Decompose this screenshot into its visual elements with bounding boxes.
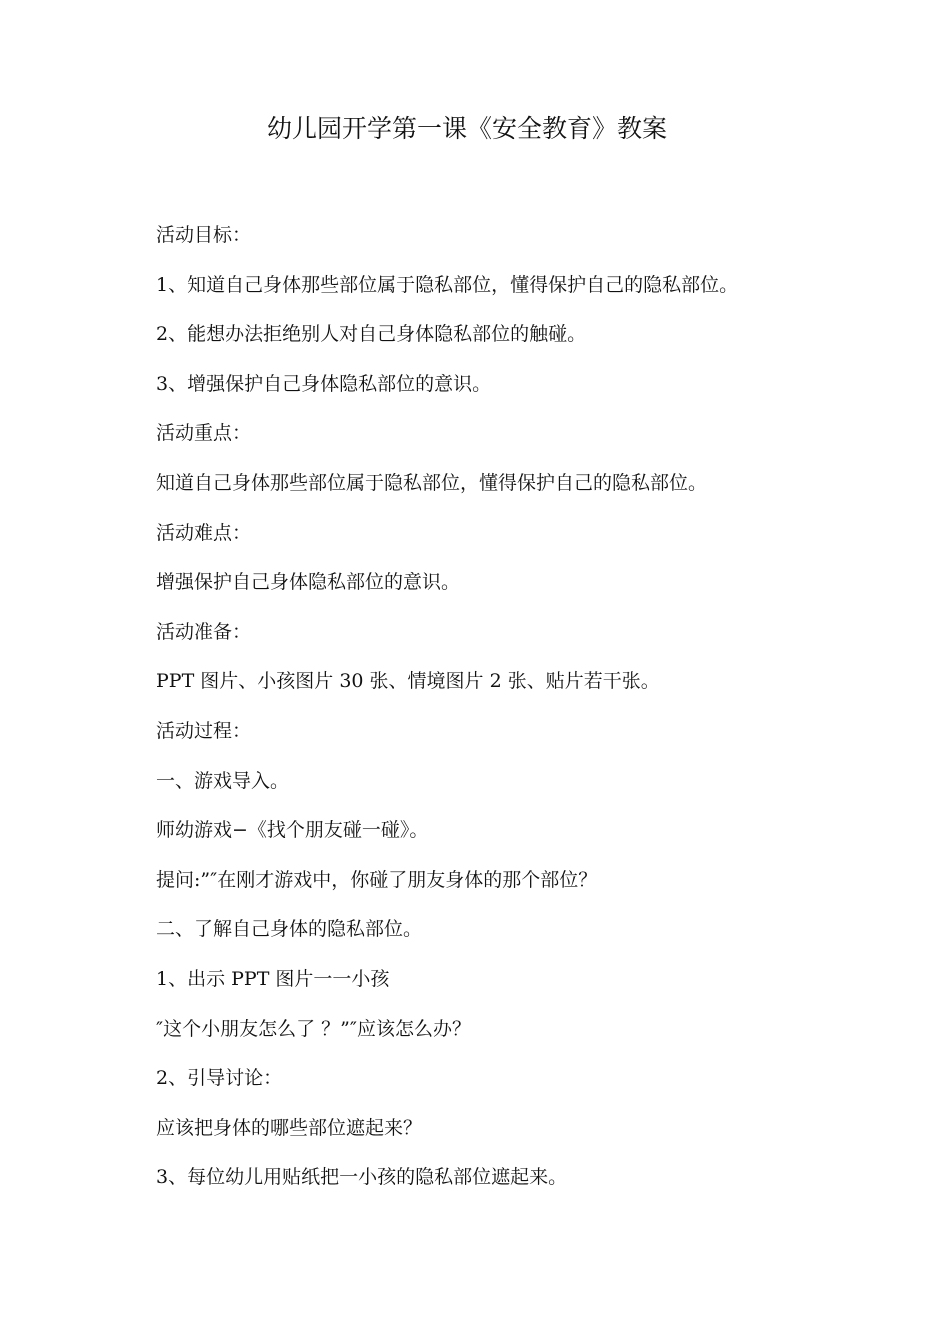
paragraph-line: 提问:”″在刚才游戏中，你碰了朋友身体的那个部位？ bbox=[156, 868, 598, 891]
paragraph-line: 2、引导讨论： bbox=[156, 1067, 283, 1090]
paragraph-line: ″这个小朋友怎么了 ？”″应该怎么办？ bbox=[156, 1017, 471, 1040]
section-heading-preparation: 活动准备： bbox=[156, 620, 252, 643]
paragraph-line: 一、游戏导入。 bbox=[156, 769, 290, 792]
paragraph-line: 师幼游戏−《找个朋友碰一碰》。 bbox=[156, 819, 429, 842]
section-heading-key-points: 活动重点： bbox=[156, 422, 252, 445]
paragraph-line: 1、出示 PPT 图片一一小孩 bbox=[156, 967, 390, 990]
document-title: 幼儿园开学第一课《安全教育》教案 bbox=[266, 114, 667, 143]
paragraph-line: 2、能想办法拒绝别人对自己身体隐私部位的触碰。 bbox=[156, 323, 587, 346]
paragraph-line: 二、了解自己身体的隐私部位。 bbox=[156, 918, 423, 941]
paragraph-line: PPT 图片、小孩图片 30 张、情境图片 2 张、贴片若干张。 bbox=[156, 670, 660, 693]
document-body bbox=[156, 222, 856, 1214]
paragraph-line: 3、增强保护自己身体隐私部位的意识。 bbox=[156, 372, 492, 395]
paragraph-line: 1、知道自己身体那些部位属于隐私部位，懂得保护自己的隐私部位。 bbox=[156, 273, 739, 296]
section-heading-difficulties: 活动难点： bbox=[156, 521, 252, 544]
paragraph-line: 知道自己身体那些部位属于隐私部位，懂得保护自己的隐私部位。 bbox=[156, 471, 708, 494]
paragraph-line: 应该把身体的哪些部位遮起来？ bbox=[156, 1116, 423, 1139]
paragraph-line: 增强保护自己身体隐私部位的意识。 bbox=[156, 571, 461, 594]
section-heading-objectives: 活动目标： bbox=[156, 224, 252, 246]
paragraph-line: 3、每位幼儿用贴纸把一小孩的隐私部位遮起来。 bbox=[156, 1166, 568, 1189]
section-heading-process: 活动过程： bbox=[156, 719, 252, 742]
